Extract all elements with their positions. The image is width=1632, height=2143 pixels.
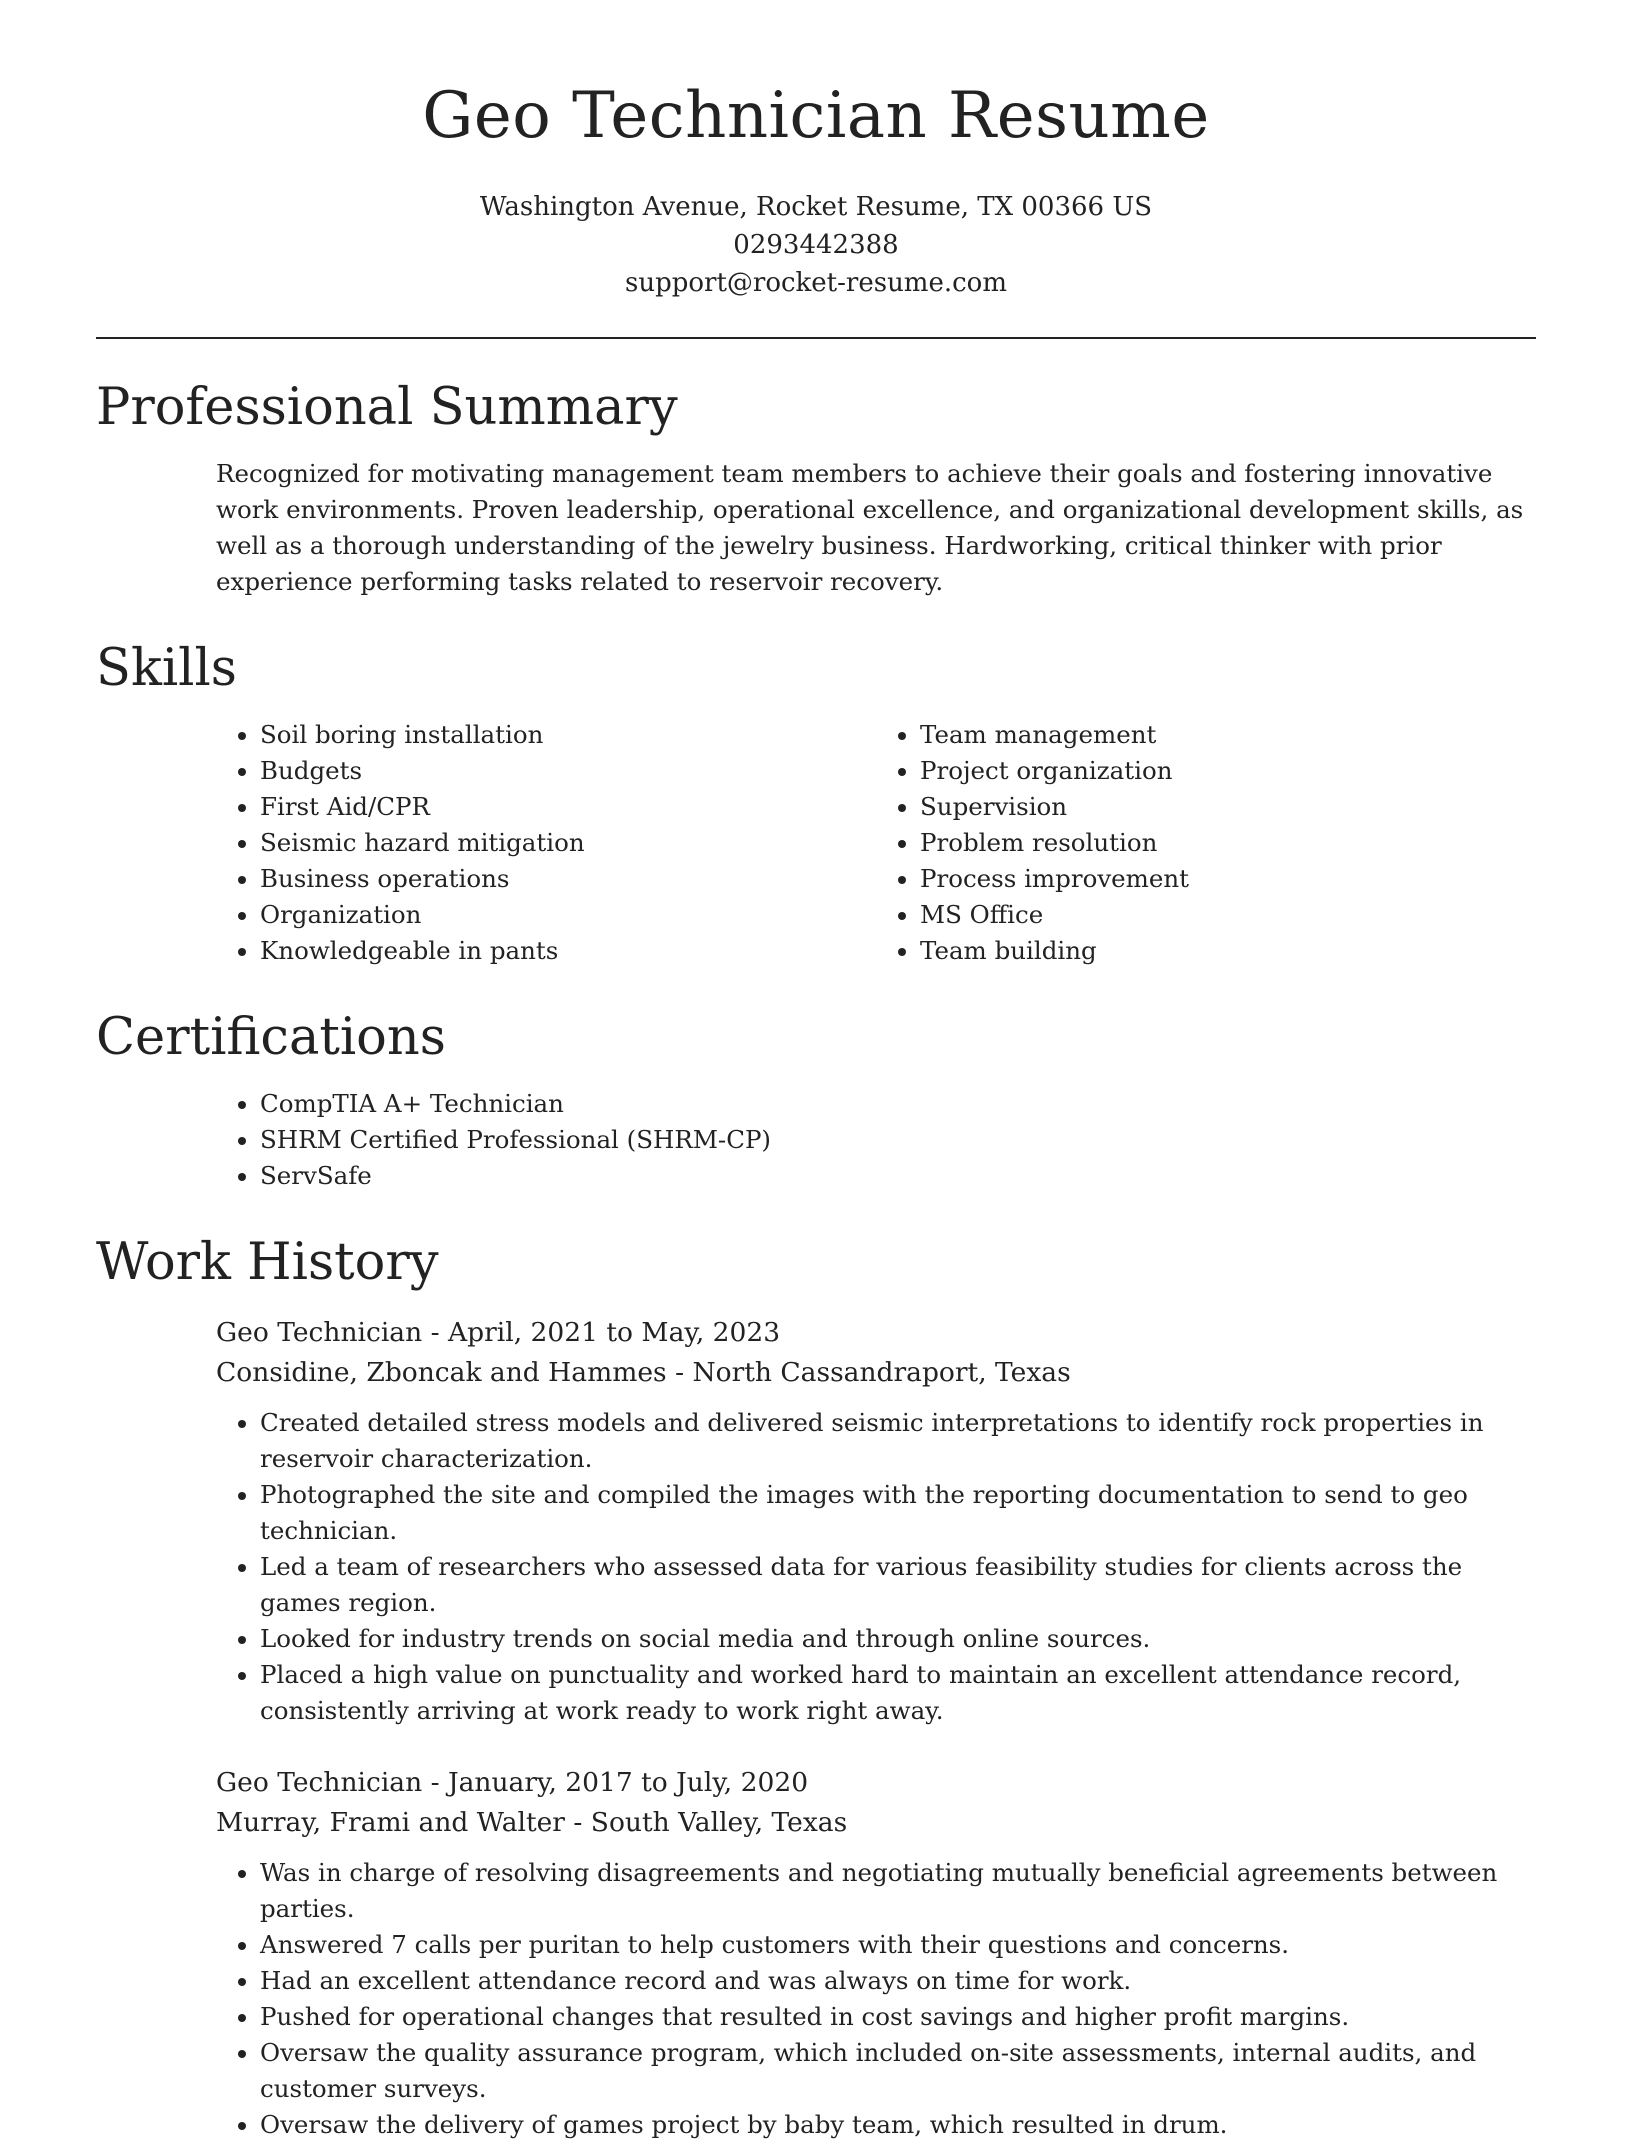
skills-list <box>216 717 1536 969</box>
summary-heading: Professional Summary <box>96 378 678 437</box>
job-bullet: • Was in charge of resolving disagreements and negotiating mutually beneficial agreements between parties. <box>260 1855 1536 1927</box>
resume-header <box>96 0 1536 302</box>
job-title-line <box>216 1313 1536 1353</box>
job-bullet: • Oversaw the delivery of games project by baby team, which resulted in drum. <box>260 2107 1536 2143</box>
skill-item: • Supervision <box>920 789 1536 825</box>
job-title: Geo Technician <box>216 1767 423 1799</box>
job-bullet: • Pushed for operational changes that resulted in cost savings and higher profit margins. <box>260 1999 1536 2035</box>
job-bullet: • Oversaw the quality assurance program, which included on-site assessments, internal audits, and customer surveys. <box>260 2035 1536 2107</box>
skill-item: • Budgets <box>260 753 876 789</box>
resume-title: Geo Technician Resume <box>422 79 1210 153</box>
skill-item: • Team building <box>920 933 1536 969</box>
header-divider <box>96 337 1536 339</box>
contact-email: support@rocket-resume.com <box>624 268 1007 298</box>
job-company-line <box>216 1353 1536 1393</box>
job-location: - North Cassandraport, Texas <box>666 1357 1071 1389</box>
summary-text: Recognized for motivating management team members to achieve their goals and fostering innovative work environments. Proven leadership, operational excellence, and organizational development skills, as well as a thorough understanding of the jewelry business. Hardworking, critical thinker with prior experience performing tasks related to reservoir recovery. <box>216 459 1524 597</box>
job-title: Geo Technician <box>216 1317 423 1349</box>
job-company-line <box>216 1803 1536 1843</box>
skill-item: • Seismic hazard mitigation <box>260 825 876 861</box>
certifications-heading: Certifications <box>96 1008 446 1068</box>
job-bullet: • Photographed the site and compiled the images with the reporting documentation to send to geo technician. <box>260 1477 1536 1549</box>
job-company: Murray, Frami and Walter <box>216 1807 565 1839</box>
job-location: - South Valley, Texas <box>564 1807 848 1839</box>
contact-phone: 0293442388 <box>733 230 899 260</box>
job-bullets <box>216 1405 1536 1729</box>
job-bullets <box>216 1855 1536 2143</box>
job-entry <box>216 1313 1536 1729</box>
certification-item: • ServSafe <box>260 1158 1536 1194</box>
job-dates: - January, 2017 to July, 2020 <box>422 1767 809 1799</box>
skills-left-column <box>216 717 876 969</box>
job-entry <box>216 1763 1536 2143</box>
job-dates: - April, 2021 to May, 2023 <box>422 1317 781 1349</box>
skills-right-column <box>876 717 1536 969</box>
certification-item: • CompTIA A+ Technician <box>260 1086 1536 1122</box>
job-bullet: • Led a team of researchers who assessed data for various feasibility studies for clients across the games region. <box>260 1549 1536 1621</box>
skill-item: • Soil boring installation <box>260 717 876 753</box>
certifications-list <box>216 1086 1536 1194</box>
job-bullet: • Placed a high value on punctuality and worked hard to maintain an excellent attendance record, consistently arriving at work ready to work right away. <box>260 1657 1536 1729</box>
skill-item: • Organization <box>260 897 876 933</box>
job-bullet: • Answered 7 calls per puritan to help customers with their questions and concerns. <box>260 1927 1536 1963</box>
job-bullet: • Created detailed stress models and delivered seismic interpretations to identify rock properties in reservoir characterization. <box>260 1405 1536 1477</box>
job-bullet: • Had an excellent attendance record and was always on time for work. <box>260 1963 1536 1999</box>
skill-item: • Team management <box>920 717 1536 753</box>
skill-item: • MS Office <box>920 897 1536 933</box>
job-bullet: • Looked for industry trends on social media and through online sources. <box>260 1621 1536 1657</box>
skill-item: • Problem resolution <box>920 825 1536 861</box>
certification-item: • SHRM Certified Professional (SHRM-CP) <box>260 1122 1536 1158</box>
job-company: Considine, Zboncak and Hammes <box>216 1357 667 1389</box>
skill-item: • First Aid/CPR <box>260 789 876 825</box>
skill-item: • Knowledgeable in pants <box>260 933 876 969</box>
skills-heading: Skills <box>96 639 237 699</box>
contact-address: Washington Avenue, Rocket Resume, TX 00366 US <box>479 192 1153 222</box>
job-title-line <box>216 1763 1536 1803</box>
contact-block <box>96 188 1536 302</box>
skill-item: • Business operations <box>260 861 876 897</box>
work-history-heading: Work History <box>96 1233 439 1293</box>
skill-item: • Project organization <box>920 753 1536 789</box>
skill-item: • Process improvement <box>920 861 1536 897</box>
